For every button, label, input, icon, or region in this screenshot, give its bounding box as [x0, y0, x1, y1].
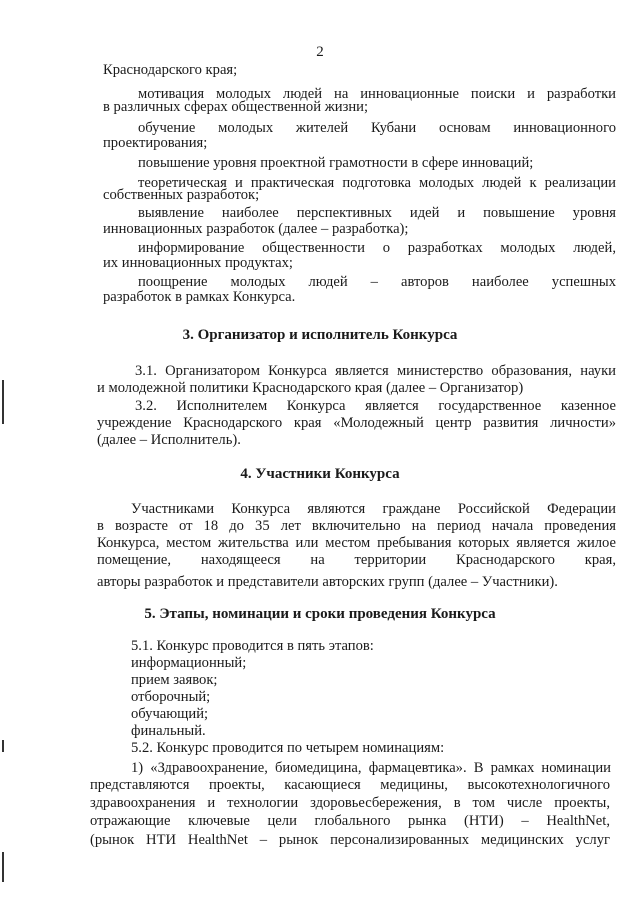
text-line: (рынок НТИ HealthNet – рынок персонализированных медицинских услуг [90, 832, 610, 848]
text-line: информационный; [131, 655, 247, 671]
text-line: 5.2. Конкурс проводится по четырем номинациям: [131, 740, 445, 756]
text-line: теоретическая и практическая подготовка молодых людей к реализации [138, 175, 616, 191]
text-line: представляются проекты, касающиеся медицины, высокотехнологичного [90, 777, 610, 793]
text-line: 3.2. Исполнителем Конкурса является государственное казенное [135, 398, 616, 414]
text-line: отражающие ключевые цели глобального рынка (НТИ) – HealthNet, [90, 813, 610, 829]
page-number: 2 [316, 44, 324, 60]
text-line: и молодежной политики Краснодарского края (далее – Организатор) [97, 380, 524, 396]
text-line: поощрение молодых людей – авторов наиболее успешных [138, 274, 616, 290]
text-line: авторы разработок и представители авторских групп (далее – Участники). [97, 574, 558, 590]
text-line: обучение молодых жителей Кубани основам инновационного [138, 120, 616, 136]
section-heading-5: 5. Этапы, номинации и сроки проведения Конкурса [144, 606, 496, 622]
text-line: помещение, находящееся на территории Краснодарского края, [97, 552, 616, 568]
text-line: повышение уровня проектной грамотности в сфере инноваций; [138, 155, 534, 171]
scan-margin-mark [2, 852, 4, 882]
text-line: 5.1. Конкурс проводится в пять этапов: [131, 638, 374, 654]
text-line: в возрасте от 18 до 35 лет включительно на период начала проведения [97, 518, 616, 534]
text-line: Конкурса, местом жительства или местом пребывания которых является жилое [97, 535, 616, 551]
text-line: обучающий; [131, 706, 209, 722]
text-line: инновационных разработок (далее – разработка); [103, 221, 409, 237]
text-line: их инновационных продуктах; [103, 255, 293, 271]
text-line: проектирования; [103, 135, 208, 151]
scan-margin-mark [2, 380, 4, 424]
text-line: финальный. [131, 723, 206, 739]
scan-margin-mark [2, 740, 4, 752]
text-line: мотивация молодых людей на инновационные поиски и разработки [138, 86, 616, 102]
text-line: учреждение Краснодарского края «Молодежный центр развития личности» [97, 415, 616, 431]
text-line: собственных разработок; [103, 187, 260, 203]
text-line: разработок в рамках Конкурса. [103, 289, 296, 305]
text-line: выявление наиболее перспективных идей и повышение уровня [138, 205, 616, 221]
text-line: 3.1. Организатором Конкурса является министерство образования, науки [135, 363, 616, 379]
text-line: (далее – Исполнитель). [97, 432, 241, 448]
section-heading-4: 4. Участники Конкурса [240, 466, 400, 482]
text-line: прием заявок; [131, 672, 218, 688]
text-line: Краснодарского края; [103, 62, 238, 78]
text-line: в различных сферах общественной жизни; [103, 99, 369, 115]
text-line: отборочный; [131, 689, 211, 705]
text-line: 1) «Здравоохранение, биомедицина, фармацевтика». В рамках номинации [131, 760, 611, 776]
text-line: Участниками Конкурса являются граждане Российской Федерации [131, 501, 616, 517]
text-line: информирование общественности о разработках молодых людей, [138, 240, 616, 256]
text-line: здравоохранения и технологии здоровьесбережения, в том числе проекты, [90, 795, 610, 811]
section-heading-3: 3. Организатор и исполнитель Конкурса [182, 327, 458, 343]
